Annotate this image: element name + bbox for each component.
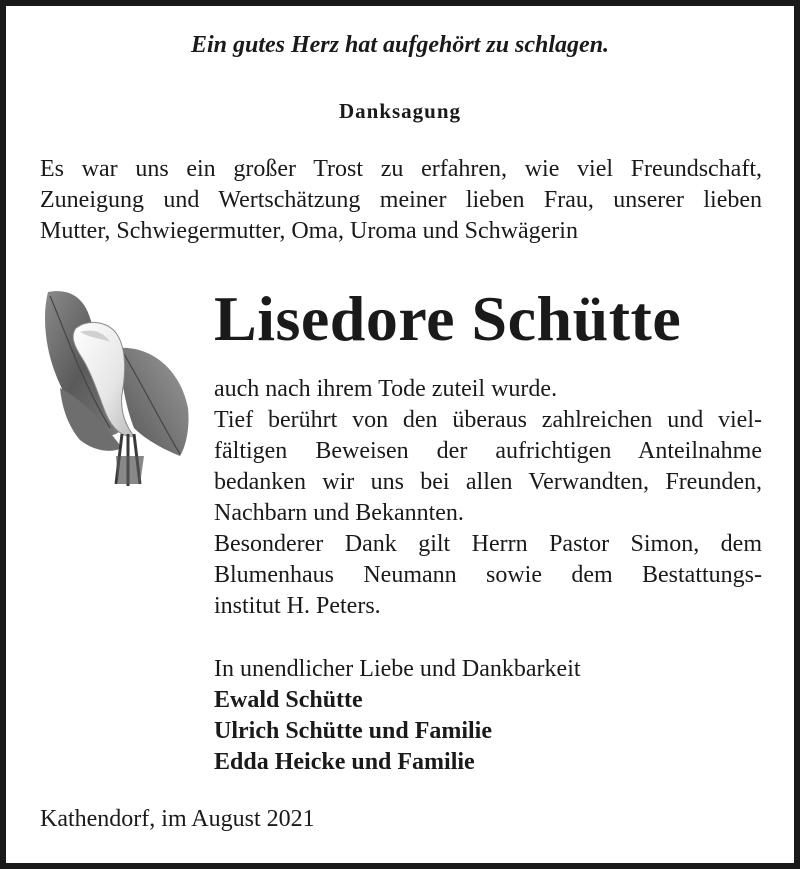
intro-paragraph bbox=[40, 154, 762, 247]
body-line: auch nach ihrem Tode zuteil wurde. bbox=[214, 376, 558, 402]
intro-line: Es war uns ein großer Trost zu erfahren, wie viel Freundschaft, bbox=[40, 156, 762, 182]
body-line: Blumenhaus Neumann sowie dem Bestattungs- bbox=[214, 562, 762, 588]
signatory: Edda Heicke und Familie bbox=[214, 749, 475, 775]
body-paragraph bbox=[214, 374, 762, 622]
body-line: institut H. Peters. bbox=[214, 593, 381, 619]
subheading: Danksagung bbox=[338, 99, 462, 123]
signatory: Ewald Schütte bbox=[214, 687, 363, 713]
body-line: Nachbarn und Bekannten. bbox=[214, 500, 464, 526]
signatory: Ulrich Schütte und Familie bbox=[214, 718, 493, 744]
intro-line: Mutter, Schwiegermutter, Oma, Uroma und Schwägerin bbox=[40, 218, 578, 244]
closing-block bbox=[214, 654, 581, 778]
body-line: bedanken wir uns bei allen Verwandten, Freunden, bbox=[214, 469, 762, 495]
body-line: Tief berührt von den überaus zahlreichen und viel- bbox=[214, 407, 762, 433]
body-line: Besonderer Dank gilt Herrn Pastor Simon, dem bbox=[214, 531, 762, 557]
deceased-name: Lisedore Schütte bbox=[214, 283, 682, 354]
body-line: fältigen Beweisen der aufrichtigen Anteilnahme bbox=[214, 438, 762, 464]
closing-phrase: In unendlicher Liebe und Dankbarkeit bbox=[214, 656, 581, 682]
intro-line: Zuneigung und Wertschätzung meiner lieben Frau, unserer lieben bbox=[40, 187, 762, 213]
place-date: Kathendorf, im August 2021 bbox=[40, 806, 315, 832]
calla-lily-icon bbox=[40, 288, 192, 488]
heading: Ein gutes Herz hat aufgehört zu schlagen. bbox=[190, 32, 610, 58]
